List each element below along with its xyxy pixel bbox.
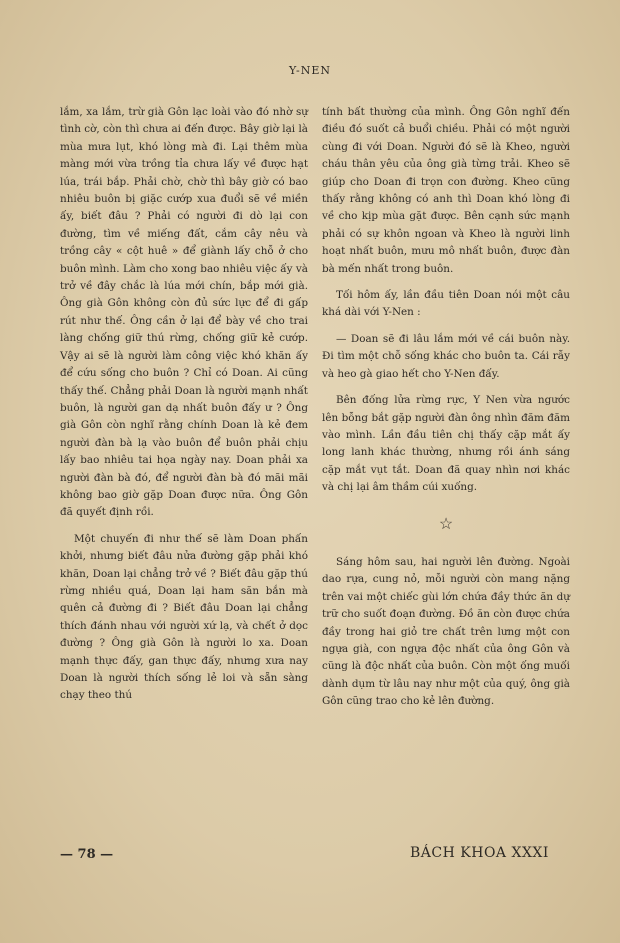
paragraph: Sáng hôm sau, hai người lên đường. Ngoài dao rựa, cung nỏ, mỗi người còn mang nặng trên vai một chiếc gùi lớn chứa đầy thức ăn dự trữ cho suốt đoạn đường. Đồ ăn còn được chứa đầy trong hai giỏ tre chất trên lưng một con ngựa già, con ngựa độc nhất của ông Gôn và cũng là độc nhất của buôn. Còn một ống muối dành dụm từ lâu nay như một của quý, ông già Gôn cũng trao cho kẻ lên đường. — [322, 555, 570, 708]
paragraph: Một chuyến đi như thế sẽ làm Doan phấn khởi, nhưng biết đâu nửa đường gặp phải khó khăn, Doan lại chẳng trở về ? Biết đâu gặp thú rừng nhiều quá, Doan lại ham săn bắn mà quên cả đường đi ? Biết đâu Doan lại chẳng thích đánh nhau với người xứ lạ, và chết ở dọc đường ? Ông già Gôn là người lo xa. Doan mạnh thực đấy, gan thực đấy, nhưng xưa nay Doan là người thích sống lẻ loi và sẵn sàng chạy theo thú — [60, 532, 308, 702]
dialogue-paragraph: — Doan sẽ đi lâu lắm mới về cái buôn này. Đi tìm một chỗ sống khác cho buôn ta. Cái rẫy và heo gà giao hết cho Y-Nen đấy. — [322, 332, 570, 380]
paragraph: lắm, xa lắm, trừ già Gôn lạc loài vào đó nhờ sự tình cờ, còn thì chưa ai đến được. Bây giờ lại là mùa mưa lụt, khó lòng mà đi. Lại thêm mùa màng mới vừa trồng tỉa chưa lấy về được hạt lúa, trái bắp. Phải chờ, chờ thì bây giờ có bao nhiêu buôn bị giặc cướp xua đuổi sẽ về miền ấy, biết đâu ? Phải có người đi dò lại con đường, tìm về miếng đất, cắm cây nêu và trồng cây « cột huê » để giành lấy chỗ ở cho buôn mình. Làm cho xong bao nhiêu việc ấy và trở về đây chắc là lúa mới chín, bắp mới già. Ông già Gôn không còn đủ sức lực để đi gấp rút như thế. Ông cần ở lại để bày về cho trai làng chống giữ thú rừng, chống giữ kẻ cướp. Vậy ai sẽ là người làm công việc khó khăn ấy để cứu sống cho buôn ? Chỉ có Doan. Ai cũng thấy thế. Chẳng phải Doan là người mạnh nhất buôn, là người gan dạ nhất buôn đấy ư ? Ông già Gôn còn nghĩ rằng chính Doan là kẻ đem người đàn bà lạ vào buôn để buôn phải chịu lấy bao nhiêu tai họa ngày nay. Doan phải xa người đàn bà đó, để người đàn bà đó mãi mãi không bao giờ gặp Doan được nữa. Ông Gôn đã quyết định rồi. — [60, 106, 308, 519]
paragraph: tính bất thường của mình. Ông Gôn nghĩ đến điều đó suốt cả buổi chiều. Phải có một người cùng đi với Doan. Người đó sẽ là Kheo, người cháu thân yêu của ông già từng trải. Kheo sẽ giúp cho Doan đi trọn con đường. Kheo cũng thấy rằng không có anh thì Doan khó lòng đi về cho kịp mùa gặt được. Bên cạnh sức mạnh phải có sự khôn ngoan và Kheo là người linh hoạt nhất buôn, mưu mô nhất buôn, được đàn bà mến nhất trong buôn. — [322, 106, 570, 275]
left-column — [60, 104, 308, 714]
paragraph: Bên đống lửa rừng rực, Y Nen vừa ngước lên bỗng bắt gặp người đàn ông nhìn đăm đăm vào mình. Lần đầu tiên chị thấy cặp mắt ấy long lanh khác thường, nhưng rồi ánh sáng cặp mắt vụt tắt. Doan đã quay nhìn nơi khác và chị lại âm thầm cúi xuống. — [322, 394, 570, 494]
running-title: Y-NEN — [288, 64, 332, 77]
page-number: — 78 — — [60, 847, 114, 862]
section-separator-star-icon: ☆ — [438, 513, 454, 533]
paragraph: Tối hôm ấy, lần đầu tiên Doan nói một câu khá dài với Y-Nen : — [322, 289, 570, 319]
right-column — [322, 104, 570, 720]
publication-name: BÁCH KHOA XXXI — [410, 845, 549, 861]
